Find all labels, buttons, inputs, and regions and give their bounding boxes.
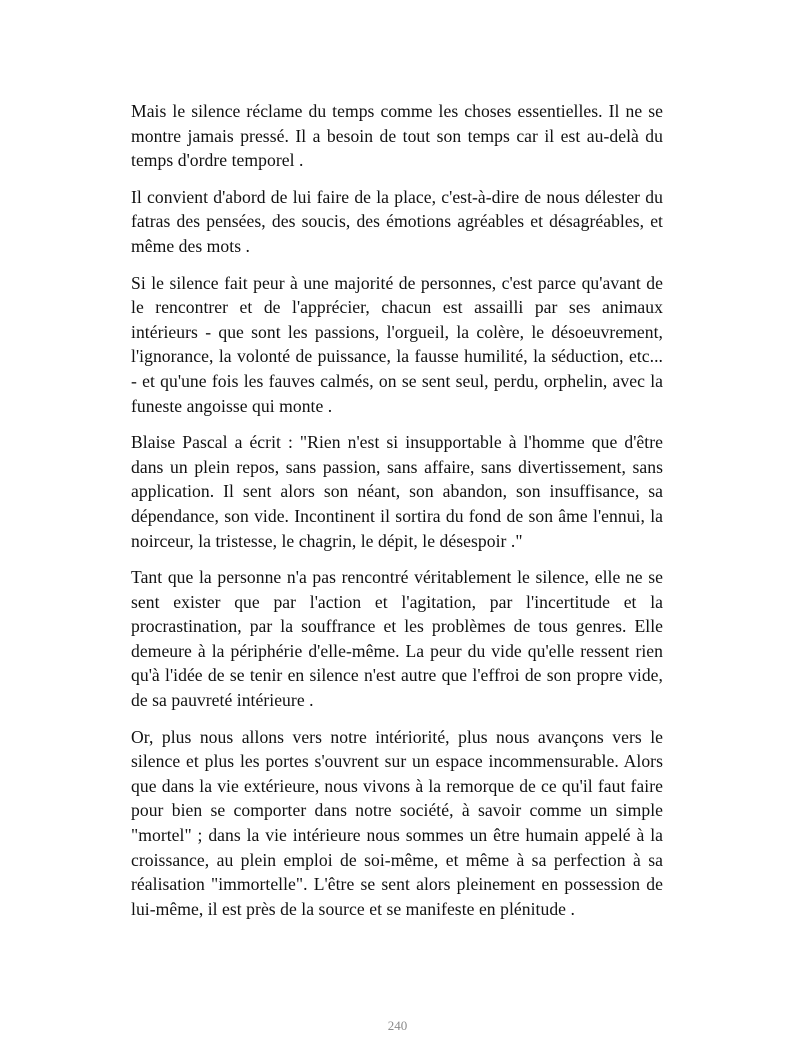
paragraph-5: Tant que la personne n'a pas rencontré véritablement le silence, elle ne se sent exister que par l'action et l'agitation, par l'incertitude et la procrastination, par la souffrance et les problèmes de tous genres. Elle demeure à la périphérie d'elle-même. La peur du vide qu'elle ressent rien qu'à l'idée de se tenir en silence n'est autre que l'effroi de son propre vide, de sa pauvreté intérieure . xyxy=(131,567,663,711)
paragraph-1: Mais le silence réclame du temps comme les choses essentielles. Il ne se montre jamais pressé. Il a besoin de tout son temps car il est au-delà du temps d'ordre temporel . xyxy=(131,101,663,171)
page-body xyxy=(131,99,663,933)
page-number: 240 xyxy=(387,1018,408,1033)
paragraph-2: Il convient d'abord de lui faire de la place, c'est-à-dire de nous délester du fatras des pensées, des soucis, des émotions agréables et désagréables, et même des mots . xyxy=(131,186,663,256)
paragraph-6: Or, plus nous allons vers notre intériorité, plus nous avançons vers le silence et plus les portes s'ouvrent sur un espace incommensurable. Alors que dans la vie extérieure, nous vivons à la remorque de ce qu'il faut faire pour bien se comporter dans notre société, à savoir comme un simple "mortel" ; dans la vie intérieure nous sommes un être humain appelé à la croissance, au plein emploi de soi-même, et même à sa perfection à sa réalisation "immortelle". L'être se sent alors pleinement en possession de lui-même, il est près de la source et se manifeste en plénitude . xyxy=(131,726,663,919)
paragraph-4: Blaise Pascal a écrit : "Rien n'est si insupportable à l'homme que d'être dans un plein repos, sans passion, sans affaire, sans divertissement, sans application. Il sent alors son néant, son abandon, son insuffisance, sa dépendance, son vide. Incontinent il sortira du fond de son âme l'ennui, la noirceur, la tristesse, le chagrin, le dépit, le désespoir ." xyxy=(131,432,663,551)
paragraph-3: Si le silence fait peur à une majorité de personnes, c'est parce qu'avant de le rencontrer et de l'apprécier, chacun est assailli par ses animaux intérieurs - que sont les passions, l'orgueil, la colère, le désoeuvrement, l'ignorance, la volonté de puissance, la fausse humilité, la séduction, etc... - et qu'une fois les fauves calmés, on se sent seul, perdu, orphelin, avec la funeste angoisse qui monte . xyxy=(131,272,663,416)
